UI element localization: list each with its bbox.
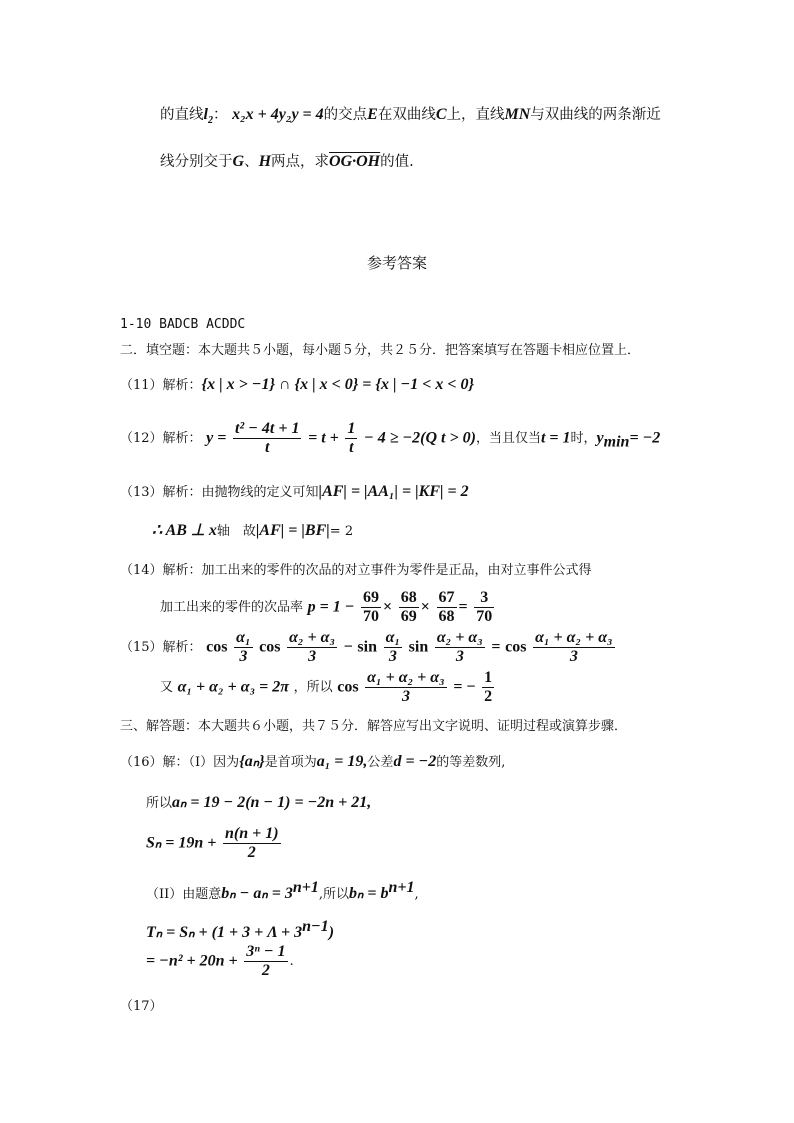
q12-ymin-sub: min bbox=[603, 433, 630, 451]
math: aₙ = 19 − 2(n − 1) = −2n + 21, bbox=[172, 794, 372, 811]
sin: sin bbox=[357, 638, 377, 656]
q14-f1n: 69 bbox=[363, 589, 380, 606]
text: 加工出来的零件的次品率 bbox=[160, 600, 304, 615]
den: 2 bbox=[484, 688, 493, 705]
q12-frac bbox=[233, 421, 302, 456]
problem-line-1 bbox=[160, 107, 661, 126]
q14-f2n: 68 bbox=[400, 589, 417, 606]
text: ,所以 bbox=[318, 886, 349, 902]
q13-line2 bbox=[152, 523, 353, 539]
math: Sₙ = 19n + bbox=[146, 834, 217, 852]
text: 两点，求 bbox=[271, 154, 330, 170]
choice-answers: 1-10 BADCB ACDDC bbox=[120, 317, 246, 332]
math-c: C bbox=[435, 106, 447, 123]
math-sub: 2 bbox=[207, 114, 213, 126]
cos: cos bbox=[337, 678, 359, 696]
q12-frac2 bbox=[345, 421, 357, 456]
text: 所以 bbox=[146, 796, 173, 811]
sin: sin bbox=[408, 638, 429, 656]
math: Tₙ = Sₙ + (1 + 3 + Λ + 3 bbox=[146, 923, 303, 941]
text: 与双曲线的两条渐近 bbox=[530, 107, 661, 123]
text: 公差 bbox=[367, 755, 394, 770]
q17-label: （17） bbox=[120, 999, 163, 1014]
q13 bbox=[120, 484, 469, 500]
cos: cos bbox=[505, 638, 527, 656]
section-3-heading: 三、解答题：本大题共６小题，共７５分．解答应写出文字说明、证明过程或演算步骤． bbox=[120, 719, 628, 734]
text: . bbox=[289, 954, 294, 969]
q15-line2 bbox=[160, 670, 496, 705]
q15 bbox=[120, 630, 617, 665]
num: α₂ + α₃ bbox=[436, 629, 483, 646]
text: 的等差数列, bbox=[436, 755, 506, 770]
math-line-eq: x₂x + 4y₂y = 4 bbox=[232, 106, 324, 123]
q13-expr: |AF| = |AA₁| = |KF| = 2 bbox=[318, 483, 469, 500]
q16-line1 bbox=[120, 754, 505, 770]
text: 上，直线 bbox=[446, 107, 505, 123]
q16-line4 bbox=[146, 880, 419, 902]
section-2-heading: 二．填空题：本大题共５小题，每小题５分，共２５分．把答案填写在答题卡相应位置上． bbox=[120, 343, 641, 358]
q12-ymin-val: = −2 bbox=[629, 429, 661, 447]
text: 线分别交于 bbox=[160, 154, 233, 170]
equals: = bbox=[458, 598, 468, 616]
q12-label: （12）解析： bbox=[120, 431, 202, 446]
cos: cos bbox=[206, 638, 228, 656]
num: 1 bbox=[484, 669, 493, 686]
q14-f1d: 70 bbox=[363, 608, 380, 625]
math-l: l bbox=[203, 106, 208, 123]
den: 3 bbox=[239, 648, 248, 665]
text: ，当且仅当 bbox=[475, 431, 541, 446]
q12-den2: t bbox=[349, 439, 354, 456]
math-g: G bbox=[232, 153, 245, 170]
q15-f1 bbox=[234, 630, 252, 665]
q12-num: t² − 4t + 1 bbox=[234, 420, 300, 437]
q14-f3d: 68 bbox=[438, 608, 455, 625]
problem-line-2 bbox=[160, 154, 414, 170]
equals-minus: = − bbox=[453, 678, 476, 696]
math-h: H bbox=[258, 153, 272, 170]
q11-expr: {x | x > −1} ∩ {x | x < 0} = {x | −1 < x < 0} bbox=[201, 376, 475, 393]
den: 2 bbox=[247, 844, 256, 861]
q13-perp: ∴ AB ⊥ x bbox=[152, 522, 217, 539]
den: 3 bbox=[308, 648, 317, 665]
q14-p: p = 1 − bbox=[307, 598, 355, 616]
math: a₁ = 19, bbox=[316, 753, 368, 770]
q15-f4 bbox=[435, 630, 485, 665]
q16-line5 bbox=[146, 919, 334, 941]
q11-label: （11）解析： bbox=[120, 378, 202, 393]
q14-f3 bbox=[437, 590, 457, 625]
q16-line2 bbox=[146, 795, 371, 811]
q12-y: y = bbox=[206, 429, 227, 447]
num: α₂ + α₃ bbox=[289, 629, 336, 646]
times: × bbox=[420, 598, 430, 616]
q14-line2 bbox=[160, 590, 496, 625]
times: × bbox=[383, 598, 393, 616]
cos: cos bbox=[259, 638, 281, 656]
den: 3 bbox=[401, 688, 410, 705]
q11 bbox=[120, 377, 474, 393]
q16-frac2 bbox=[244, 944, 287, 979]
text: , bbox=[414, 886, 419, 902]
text: 轴 故 bbox=[216, 524, 256, 539]
q15-f3 bbox=[384, 630, 402, 665]
q13-label: （13）解析：由抛物线的定义可知 bbox=[120, 485, 319, 500]
q12-mid: = t + bbox=[308, 429, 339, 447]
q15-f2 bbox=[287, 630, 337, 665]
equals: = bbox=[491, 638, 501, 656]
q14-f1 bbox=[361, 590, 381, 625]
math-mn: MN bbox=[504, 106, 531, 123]
text: ： bbox=[212, 107, 228, 123]
text: = 2 bbox=[329, 524, 354, 539]
text: （II）由题意 bbox=[146, 886, 222, 902]
text: 、 bbox=[244, 154, 259, 170]
num: α₁ + α₂ + α₃ bbox=[367, 669, 445, 686]
q15-half bbox=[482, 670, 494, 705]
sup: n+1 bbox=[388, 879, 415, 896]
math: bₙ = b bbox=[349, 884, 389, 902]
den: 2 bbox=[261, 962, 270, 979]
math: = −n² + 20n + bbox=[146, 952, 238, 970]
q16-label: （16）解：（I）因为 bbox=[120, 755, 240, 770]
q14-label: （14）解析：加工出来的零件的次品的对立事件为零件是正品，由对立事件公式得 bbox=[120, 563, 592, 578]
q15-label: （15）解析： bbox=[120, 640, 202, 655]
q14-f3n: 67 bbox=[438, 589, 455, 606]
q12-den: t bbox=[265, 439, 270, 456]
math-vector-product: OG·OH bbox=[329, 153, 381, 170]
q14-f2 bbox=[399, 590, 419, 625]
q13-eq: |AF| = |BF| bbox=[255, 522, 330, 539]
num: α₁ bbox=[236, 629, 251, 646]
q15-f6 bbox=[365, 670, 447, 705]
num: α₁ bbox=[385, 629, 401, 646]
q12-num2: 1 bbox=[347, 420, 356, 437]
text: 是首项为 bbox=[264, 755, 317, 770]
q14-result bbox=[474, 590, 494, 625]
answer-title: 参考答案 bbox=[366, 254, 427, 272]
num: n(n + 1) bbox=[225, 825, 279, 842]
q14-f2d: 69 bbox=[400, 608, 417, 625]
text: ，所以 bbox=[293, 680, 333, 695]
text: 在双曲线 bbox=[377, 107, 436, 123]
q16-line6 bbox=[146, 944, 294, 979]
q15-sum: α₁ + α₂ + α₃ = 2π bbox=[177, 678, 289, 696]
q12-cond: t = 1 bbox=[540, 429, 571, 447]
q16-line3 bbox=[146, 826, 283, 861]
math: bₙ − aₙ = 3 bbox=[221, 884, 293, 902]
q12 bbox=[120, 421, 660, 456]
q12-rest: − 4 ≥ −2(Q t > 0) bbox=[364, 429, 476, 447]
math: d = −2 bbox=[393, 753, 437, 770]
minus: − bbox=[343, 638, 353, 656]
text: 又 bbox=[160, 680, 174, 695]
den: 3 bbox=[455, 648, 464, 665]
sup: n+1 bbox=[292, 879, 319, 896]
math-e: E bbox=[367, 106, 378, 123]
q14-rd: 70 bbox=[476, 608, 493, 625]
q16-frac bbox=[223, 826, 281, 861]
text: 时， bbox=[570, 431, 597, 446]
math: {aₙ} bbox=[239, 753, 265, 770]
q15-f5 bbox=[533, 630, 615, 665]
den: 3 bbox=[388, 648, 397, 665]
math: ) bbox=[328, 923, 335, 941]
text: 的交点 bbox=[323, 107, 368, 123]
den: 3 bbox=[569, 648, 578, 665]
q12-ymin: y bbox=[596, 429, 604, 447]
num: 3ⁿ − 1 bbox=[246, 943, 286, 960]
q14-rn: 3 bbox=[474, 590, 494, 608]
text: 的值. bbox=[380, 154, 414, 170]
text: 的直线 bbox=[160, 107, 204, 123]
num: α₁ + α₂ + α₃ bbox=[535, 629, 613, 646]
sup: n−1 bbox=[302, 918, 329, 935]
